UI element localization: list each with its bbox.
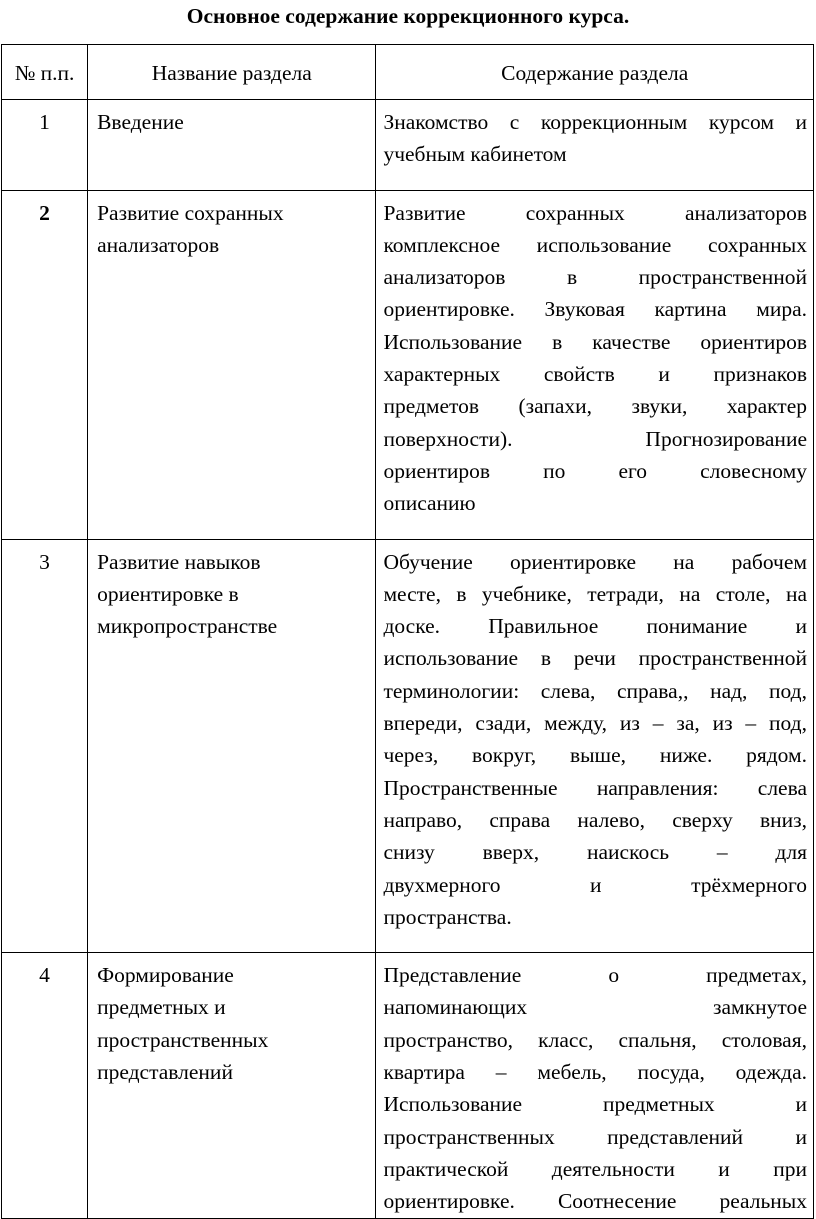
section-name-line: Развитие сохранных (97, 200, 284, 225)
section-content-line: месте, в учебнике, тетради, на столе, на (383, 581, 807, 606)
table-row (2, 100, 814, 191)
section-content-line: предметов (запахи, звуки, характер (383, 394, 807, 419)
page-title: Основное содержание коррекционного курса. (186, 4, 630, 28)
section-content-line: Представление о предметах, (383, 963, 807, 988)
section-content-line: Использование в качестве ориентиров (383, 329, 807, 354)
section-name-line: ориентировке в (97, 581, 239, 606)
section-content-line: доске. Правильное понимание и (383, 614, 807, 639)
section-name-cell (88, 953, 376, 1218)
section-content-line: поверхности). Прогнозирование (383, 426, 807, 451)
header-section-content (376, 45, 814, 100)
table-row (2, 953, 814, 1218)
table-row (2, 539, 814, 953)
header-section-content-label: Содержание раздела (501, 60, 689, 85)
row-number: 3 (2, 539, 88, 953)
row-number: 2 (2, 190, 88, 539)
header-section-name-label: Название раздела (151, 60, 312, 85)
section-content-line: терминологии: слева, справа,, над, под, (383, 678, 807, 703)
header-section-name (88, 45, 376, 100)
section-content-line: впереди, сзади, между, из – за, из – под, (383, 711, 807, 736)
section-name-cell (88, 539, 376, 953)
section-content-line: использование в речи пространственной (383, 646, 807, 671)
section-content-line: через, вокруг, выше, ниже. рядом. (383, 743, 807, 768)
table-row (2, 190, 814, 539)
header-number (2, 45, 88, 100)
section-content-line: двухмерного и трёхмерного (383, 872, 807, 897)
section-name-line: Введение (97, 110, 184, 134)
section-content-cell (376, 953, 814, 1218)
section-content-line: ориентировке. Звуковая картина мира. (383, 297, 807, 322)
section-content-line: пространство, класс, спальня, столовая, (383, 1027, 807, 1052)
section-content-line: учебным кабинетом (383, 142, 567, 167)
section-content-line: Пространственные направления: слева (383, 775, 807, 800)
section-name-line: представлений (97, 1060, 233, 1085)
section-content-line: квартира – мебель, посуда, одежда. (383, 1060, 807, 1085)
section-name-cell (88, 190, 376, 539)
section-content-line: Развитие сохранных анализаторов (383, 200, 807, 225)
section-name-line: Развитие навыков (97, 549, 261, 574)
section-content-line: ориентировке. Соотнесение реальных (383, 1189, 807, 1214)
row-number: 4 (2, 953, 88, 1218)
section-name-cell (88, 100, 376, 191)
section-content-line: пространства. (383, 904, 512, 929)
section-content-line: Использование предметных и (383, 1092, 807, 1117)
section-content-line: характерных свойств и признаков (383, 362, 807, 387)
section-name-line: анализаторов (97, 232, 220, 257)
section-content-line: пространственных представлений и (383, 1124, 807, 1149)
section-content-line: практической деятельности и при (383, 1156, 807, 1181)
section-content-line: Обучение ориентировке на рабочем (383, 549, 807, 574)
table-header-row (2, 45, 814, 100)
section-content-line: комплексное использование сохранных (383, 232, 807, 257)
section-content-line: снизу вверх, наискось – для (383, 840, 807, 865)
section-name-line: микропространстве (97, 614, 278, 639)
section-content-line: направо, справа налево, сверху вниз, (383, 807, 807, 832)
section-name-line: пространственных (97, 1027, 269, 1052)
section-content-line: ориентиров по его словесному (383, 458, 807, 483)
course-content-table (1, 44, 814, 1219)
section-content-line: напоминающих замкнутое (383, 995, 807, 1020)
row-number: 1 (2, 100, 88, 191)
section-name-line: предметных и (97, 995, 226, 1020)
section-content-line: описанию (383, 491, 476, 516)
section-content-line: Знакомство с коррекционным курсом и (383, 110, 807, 134)
section-content-line: анализаторов в пространственной (383, 265, 807, 290)
header-number-label: № п.п. (14, 60, 75, 85)
section-name-line: Формирование (97, 963, 234, 988)
section-content-cell (376, 190, 814, 539)
section-content-cell (376, 539, 814, 953)
section-content-cell (376, 100, 814, 191)
